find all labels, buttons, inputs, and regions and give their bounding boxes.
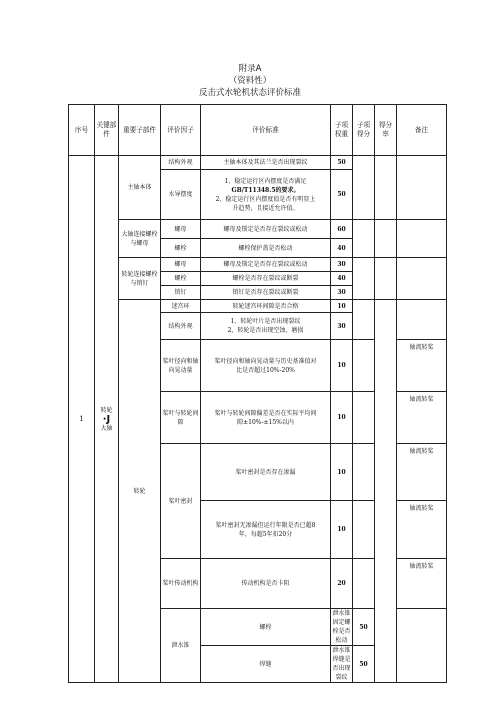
factor: 结构外观 xyxy=(161,156,201,170)
standard-line: GB/T11348.5的要求。 xyxy=(231,186,300,194)
col-sub-score: 子项得分 xyxy=(353,105,375,156)
standard-line: 年，每超5年扣20分 xyxy=(238,530,293,538)
weight: 50 xyxy=(353,646,375,683)
sub-score-cell xyxy=(353,501,375,559)
factor: 螺栓 xyxy=(161,239,201,258)
standard xyxy=(201,392,331,444)
sub-score-cell xyxy=(353,258,375,300)
weight: 30 xyxy=(331,286,353,300)
col-factor: 评价因子 xyxy=(161,105,201,156)
key-part-shaft: 大轴 xyxy=(100,424,113,432)
factor: 螺栓 xyxy=(201,609,331,646)
sub-score-cell xyxy=(353,392,375,444)
standard: 泄水锥固定螺栓是否松动 xyxy=(332,610,351,644)
standard xyxy=(201,340,331,392)
row-seq: 1 xyxy=(69,156,95,683)
factor: 桨叶径向和轴向晃动量 xyxy=(161,340,201,392)
table-row xyxy=(69,156,447,170)
standard-line: 隙±10%-±15%以内 xyxy=(237,418,294,426)
remark: 轴流转桨 xyxy=(397,559,447,609)
table-row xyxy=(69,300,447,313)
remark: 轴流转桨 xyxy=(397,501,447,559)
weight: 30 xyxy=(331,258,353,272)
remark: 轴流转桨 xyxy=(397,340,447,392)
standard: 主轴本体及其法兰是否出现裂纹 xyxy=(201,156,331,170)
factor: 迷宫环 xyxy=(161,300,201,313)
score-rate-cell xyxy=(375,300,397,683)
document-title: 反击式水轮机状态评价标准 xyxy=(198,88,301,98)
sub-score-cell xyxy=(353,300,375,340)
standard: 桨叶密封是否存在渗漏 xyxy=(201,444,331,501)
weight: 10 xyxy=(331,300,353,313)
factor: 桨叶与转轮间隙 xyxy=(161,392,201,444)
standard xyxy=(201,313,331,340)
standard: 螺栓保护盖是否松动 xyxy=(201,239,331,258)
score-rate-cell xyxy=(375,220,397,258)
col-seq: 序号 xyxy=(69,105,95,156)
sub-score-cell xyxy=(353,444,375,501)
standard: 转轮迷宫环间隙是否合格 xyxy=(201,300,331,313)
factor: 销钉 xyxy=(161,286,201,300)
group-draft-cone: 泄水锥 xyxy=(161,609,201,683)
col-key-part: 关键部件 xyxy=(95,105,119,156)
factor: 桨叶密封 xyxy=(161,444,201,559)
standard: 螺栓是否存在裂纹或断裂 xyxy=(201,272,331,286)
appendix-nature: （资料性） xyxy=(228,76,272,86)
remark: 轴流转桨 xyxy=(397,392,447,444)
sub-score-cell xyxy=(353,220,375,258)
weight: 50 xyxy=(331,156,353,170)
col-weight: 子项权重 xyxy=(331,105,353,156)
table-header-row xyxy=(69,105,447,156)
weight: 10 xyxy=(331,444,353,501)
weight: 40 xyxy=(331,239,353,258)
col-score-rate: 得分率 xyxy=(375,105,397,156)
sub-score-cell xyxy=(353,156,375,220)
key-part-runner: 转轮 xyxy=(100,406,113,414)
remark: 轴流转桨 xyxy=(397,444,447,501)
remark-cell xyxy=(397,300,447,340)
sub-score-cell xyxy=(397,609,447,683)
sub-score-cell xyxy=(353,340,375,392)
standard xyxy=(201,501,331,559)
standard: 传动机构是否卡阻 xyxy=(201,559,331,609)
weight: 50 xyxy=(331,170,353,220)
standard-line: 桨叶与转轮间隙偏差是否在实际平均间 xyxy=(214,409,317,417)
table-row xyxy=(69,258,447,272)
weight: 60 xyxy=(331,220,353,239)
standard-line: 桨叶密封无渗漏但运行年限是否已超8 xyxy=(215,521,316,529)
weight: 40 xyxy=(331,272,353,286)
col-standard: 评价标准 xyxy=(201,105,331,156)
standard-line: 升趋势，且接近允许值。 xyxy=(232,204,299,212)
factor: 桨叶传动机构 xyxy=(161,559,201,609)
factor: 螺栓 xyxy=(161,272,201,286)
standard: 螺母及锁定是否存在裂纹或松动 xyxy=(201,220,331,239)
remark-cell xyxy=(397,156,447,220)
standard-line: 2、转轮是否出现空蚀、磨损 xyxy=(227,327,304,334)
score-rate-cell xyxy=(375,156,397,220)
group-runner-bolt: 转轮连接螺栓与销钉 xyxy=(119,258,161,300)
col-remark: 备注 xyxy=(397,105,447,156)
factor: 螺母 xyxy=(161,220,201,239)
weight: 10 xyxy=(331,340,353,392)
group-shaft-bolt: 大轴连接螺栓与螺母 xyxy=(119,220,161,258)
standard: 泄水锥焊缝是否出现裂纹 xyxy=(332,647,351,681)
key-part-glyph: ·J xyxy=(102,413,111,425)
group-main-shaft: 主轴本体 xyxy=(119,156,161,220)
weight: 10 xyxy=(331,392,353,444)
standard-line: 1、转轮叶片是否出现裂纹 xyxy=(230,318,301,325)
factor: 结构外观 xyxy=(161,313,201,340)
weight: 30 xyxy=(331,313,353,340)
factor: 螺母 xyxy=(161,258,201,272)
standard: 螺母及锁定是否存在裂纹或松动 xyxy=(201,258,331,272)
group-runner: 转轮 xyxy=(119,300,161,683)
standard-line: 1、稳定运行区内摆度是否满足 xyxy=(224,177,307,185)
score-rate-cell xyxy=(375,258,397,300)
factor: 水导摆度 xyxy=(161,170,201,220)
table-row xyxy=(69,220,447,239)
key-part-cell xyxy=(95,156,119,683)
standard: 销钉是否存在裂纹或断裂 xyxy=(201,286,331,300)
col-important-part: 重要子部件 xyxy=(119,105,161,156)
standard-line: 桨叶径向和轴向晃动量与历史基准值对 xyxy=(214,357,317,365)
evaluation-table xyxy=(68,104,447,683)
factor: 焊缝 xyxy=(201,646,331,683)
weight: 50 xyxy=(353,609,375,646)
standard xyxy=(201,170,331,220)
appendix-label: 附录A xyxy=(238,64,262,74)
sub-score-cell xyxy=(353,559,375,609)
weight: 10 xyxy=(331,501,353,559)
remark-cell xyxy=(397,220,447,258)
standard-line: 比是否超过10%-20% xyxy=(236,366,295,374)
standard-line: 2、稳定运行区内摆度值是否有明显上 xyxy=(215,195,316,203)
remark-cell xyxy=(397,258,447,300)
weight: 20 xyxy=(331,559,353,609)
